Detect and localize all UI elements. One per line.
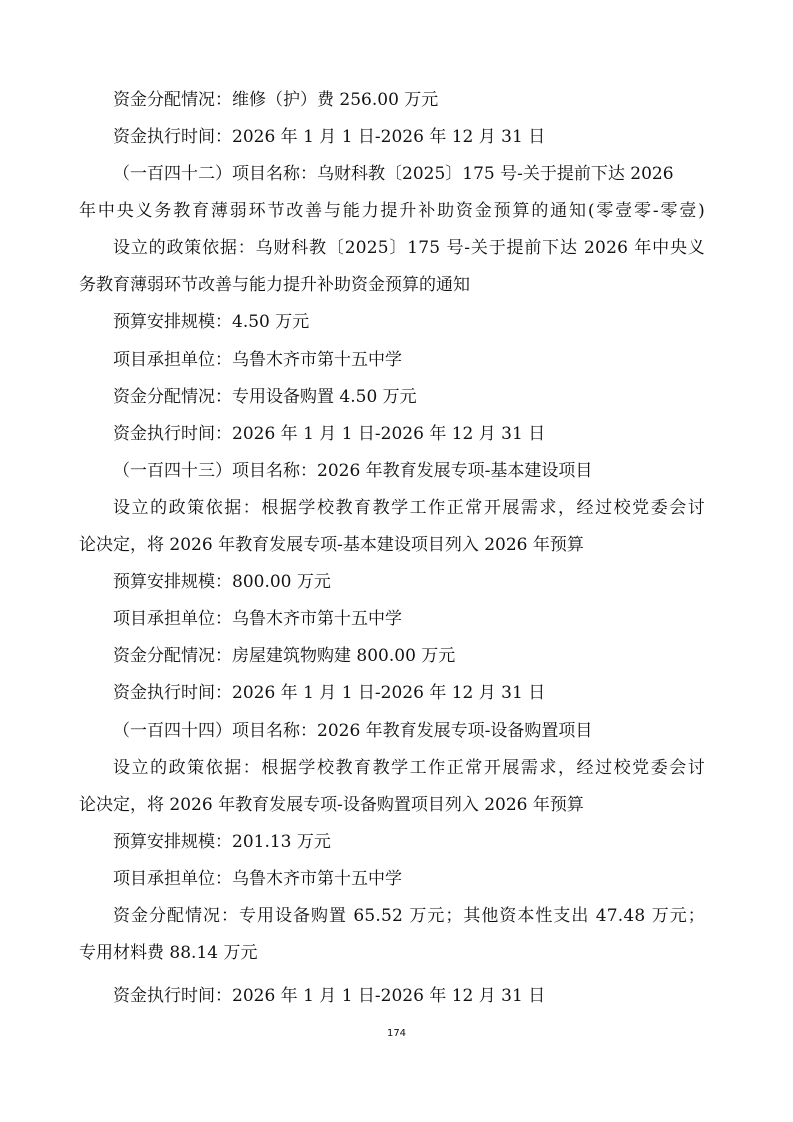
project-142-title-line-2: 年中央义务教育薄弱环节改善与能力提升补助资金预算的通知(零壹零-零壹): [79, 201, 705, 221]
project-143-fund-allocation: 资金分配情况：房屋建筑物购建 800.00 万元: [113, 646, 456, 666]
project-144-fund-allocation-line-2: 专用材料费 88.14 万元: [79, 943, 258, 963]
project-143-policy-line-1: 设立的政策依据：根据学校教育教学工作正常开展需求，经过校党委会讨: [113, 498, 705, 518]
project-143-title: （一百四十三）项目名称：2026 年教育发展专项-基本建设项目: [113, 461, 593, 481]
page-number: 174: [386, 1028, 407, 1039]
project-143-undertaking-unit: 项目承担单位：乌鲁木齐市第十五中学: [113, 609, 402, 629]
fund-allocation-line: 资金分配情况：维修（护）费 256.00 万元: [113, 90, 439, 110]
project-144-budget-scale: 预算安排规模：201.13 万元: [113, 832, 331, 852]
project-144-execution-time: 资金执行时间：2026 年 1 月 1 日-2026 年 12 月 31 日: [113, 986, 546, 1006]
project-144-title: （一百四十四）项目名称：2026 年教育发展专项-设备购置项目: [113, 721, 593, 741]
project-142-fund-allocation: 资金分配情况：专用设备购置 4.50 万元: [113, 387, 417, 407]
project-142-execution-time: 资金执行时间：2026 年 1 月 1 日-2026 年 12 月 31 日: [113, 424, 546, 444]
project-144-undertaking-unit: 项目承担单位：乌鲁木齐市第十五中学: [113, 869, 402, 889]
project-142-budget-scale: 预算安排规模：4.50 万元: [113, 312, 310, 332]
execution-time-line: 资金执行时间：2026 年 1 月 1 日-2026 年 12 月 31 日: [113, 127, 546, 147]
project-142-policy-line-2: 务教育薄弱环节改善与能力提升补助资金预算的通知: [79, 275, 470, 295]
project-143-policy-line-2: 论决定，将 2026 年教育发展专项-基本建设项目列入 2026 年预算: [79, 535, 584, 555]
project-143-budget-scale: 预算安排规模：800.00 万元: [113, 572, 331, 592]
project-142-title-line-1: （一百四十二）项目名称：乌财科教〔2025〕175 号-关于提前下达 2026: [113, 164, 674, 184]
project-142-policy-line-1: 设立的政策依据：乌财科教〔2025〕175 号-关于提前下达 2026 年中央义: [113, 238, 705, 258]
project-144-policy-line-2: 论决定，将 2026 年教育发展专项-设备购置项目列入 2026 年预算: [79, 795, 584, 815]
project-142-undertaking-unit: 项目承担单位：乌鲁木齐市第十五中学: [113, 350, 402, 370]
project-144-policy-line-1: 设立的政策依据：根据学校教育教学工作正常开展需求，经过校党委会讨: [113, 758, 705, 778]
project-143-execution-time: 资金执行时间：2026 年 1 月 1 日-2026 年 12 月 31 日: [113, 683, 546, 703]
project-144-fund-allocation-line-1: 资金分配情况：专用设备购置 65.52 万元；其他资本性支出 47.48 万元；: [113, 906, 705, 926]
